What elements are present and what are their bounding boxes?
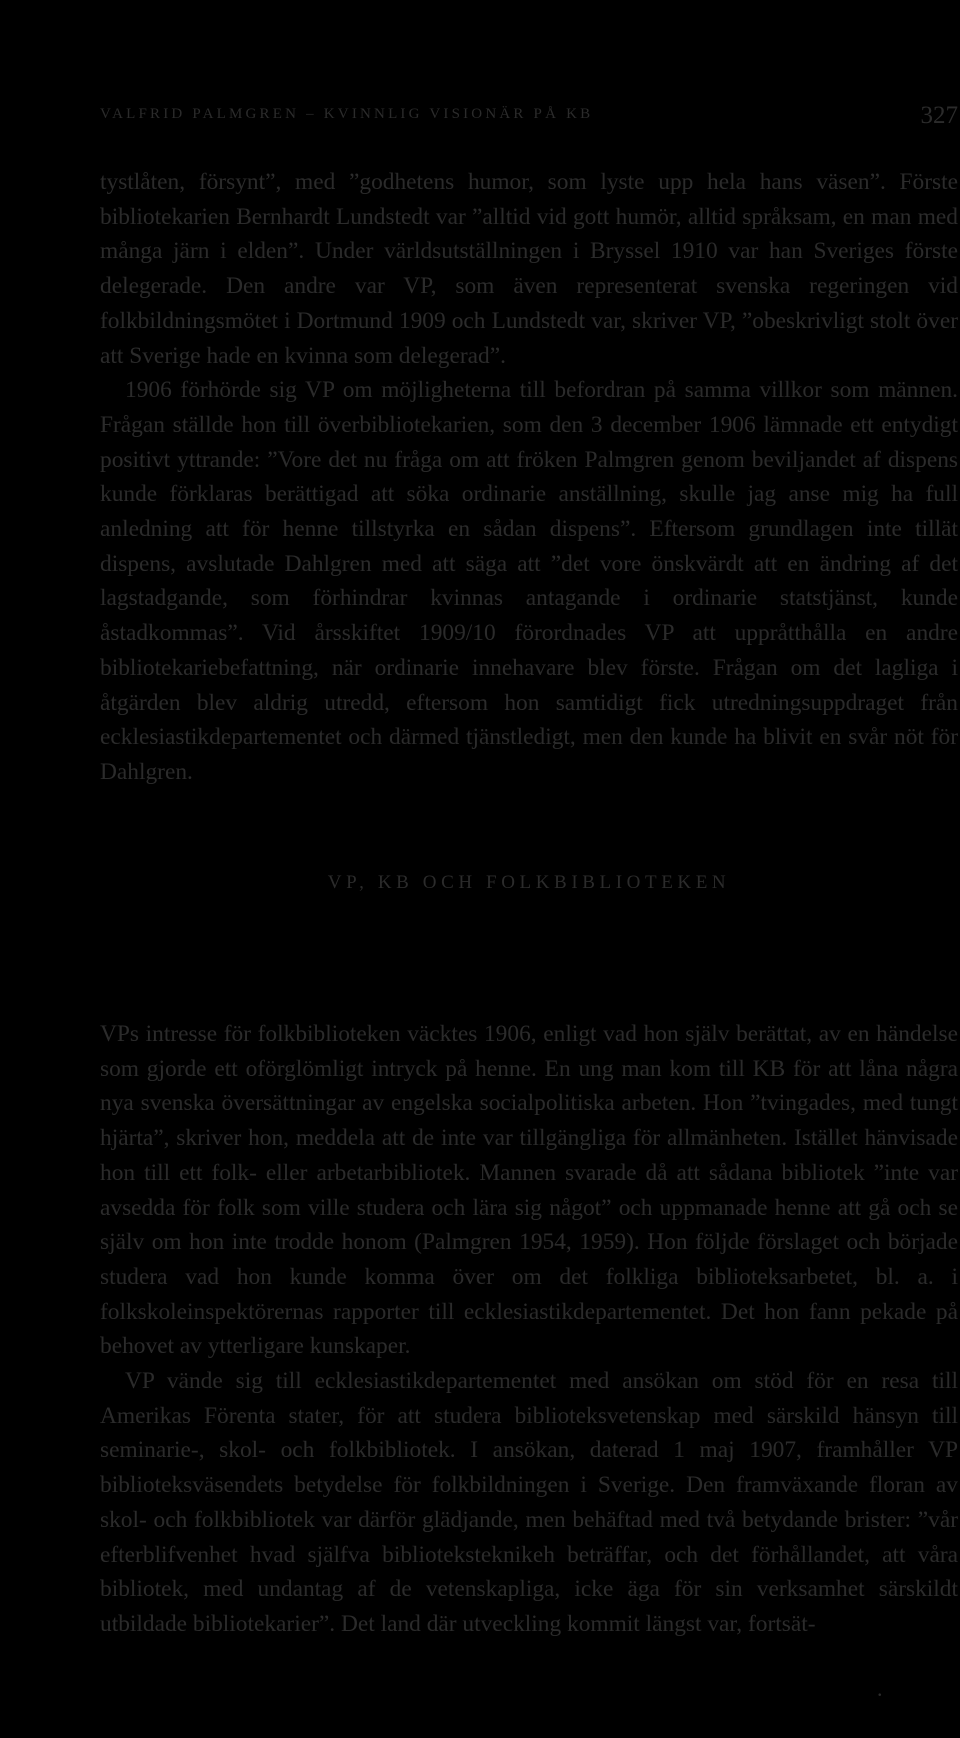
paragraph-application: VP vände sig till ecklesiastikdepartementet med ansökan om stöd för en resa till Amerikas Förenta stater, för att studera biblioteksvetenskap med särskild hänsyn till seminarie-, skol- och folkbibliotek. I ansökan, daterad 1 maj 1907, framhåller VP biblioteksväsendets betydelse för folkbildningen i Sverige. Den framväxande floran av skol- och folkbibliotek var därför glädjande, men behäftad med två betydande brister: ”vår efterblifvenhet hvad själfva biblioteksteknikeh beträffar, och det förhållandet, att våra bibliotek, med undantag af de vetenskapliga, icke äga för sin verksamhet särskildt utbildade bibliotekarier”. Det land där utveckling kommit längst var, fortsät- — [100, 1368, 958, 1637]
paragraph-promotion: 1906 förhörde sig VP om möjligheterna till befordran på samma villkor som männen. Frågan ställde hon till överbibliotekarien, som den 3 december 1906 lämnade ett entydigt positivt yttrande: ”Vore det nu fråga om att fröken Palmgren genom beviljandet af dispens kunde förklaras berättigad att söka ordinarie anställning, skulle jag anse mig ha full anledning att för henne tillstyrka en sådan dispens”. Eftersom grundlagen inte tillät dispens, avslutade Dahlgren med att säga att ”det vore önskvärdt att en ändring af det lagstadgande, som förhindrar kvinnas antagande i ordinarie statstjänst, kunde åstadkommas”. Vid årsskiftet 1909/10 förordnades VP att uppråtthålla en andre bibliotekariebefattning, när ordinarie innehavare blev förste. Frågan om det lagliga i åtgärden blev aldrig utredd, eftersom hon samtidigt fick utredningsuppdraget från ecklesiastikdepartementet och därmed tjänstledigt, men den kunde ha blivit en svår nöt för Dahlgren. — [100, 377, 958, 785]
running-title: VALFRID PALMGREN – KVINNLIG VISIONÄR PÅ KB — [100, 106, 594, 122]
body-text-top — [100, 165, 958, 790]
footer-mark: . — [877, 1676, 883, 1701]
running-head — [100, 102, 958, 132]
paragraph-continued: tystlåten, försynt”, med ”godhetens humor, som lyste upp hela hans väsen”. Förste bibliotekarien Bernhardt Lundstedt var ”alltid vid gott humör, alltid språksam, en man med många järn i elden”. Under världsutställningen i Bryssel 1910 var han Sveriges förste delegerade. Den andre var VP, som även representerat svenska regeringen vid folkbildningsmötet i Dortmund 1909 och Lundstedt var, skriver VP, ”obeskrivligt stolt över att Sverige hade en kvinna som delegerad”. — [100, 169, 958, 369]
section-heading: VP, KB OCH FOLKBIBLIOTEKEN — [327, 872, 731, 893]
body-text-bottom — [100, 1017, 958, 1642]
page-number: 327 — [920, 102, 958, 129]
paragraph-interest: VPs intresse för folkbiblioteken väcktes 1906, enligt vad hon själv berättat, av en händelse som gjorde ett oförglömligt intryck på henne. En ung man kom till KB för att låna några nya svenska översättningar av engelska socialpolitiska arbeten. Hon ”tvingades, med tungt hjärta”, skriver hon, meddela att de inte var tillgängliga för allmänheten. Istället hänvisade hon till ett folk- eller arbetarbibliotek. Mannen svarade då att sådana bibliotek ”inte var avsedda för folk som ville studera och lära sig något” och uppmanade henne att gå och se själv om hon inte trodde honom (Palmgren 1954, 1959). Hon följde förslaget och började studera vad hon kunde komma över om det folkliga biblioteksarbetet, bl. a. i folkskoleinspektörernas rapporter till ecklesiastikdepartementet. Det hon fann pekade på behovet av ytterligare kunskaper. — [100, 1021, 958, 1360]
document-page — [100, 0, 958, 1738]
